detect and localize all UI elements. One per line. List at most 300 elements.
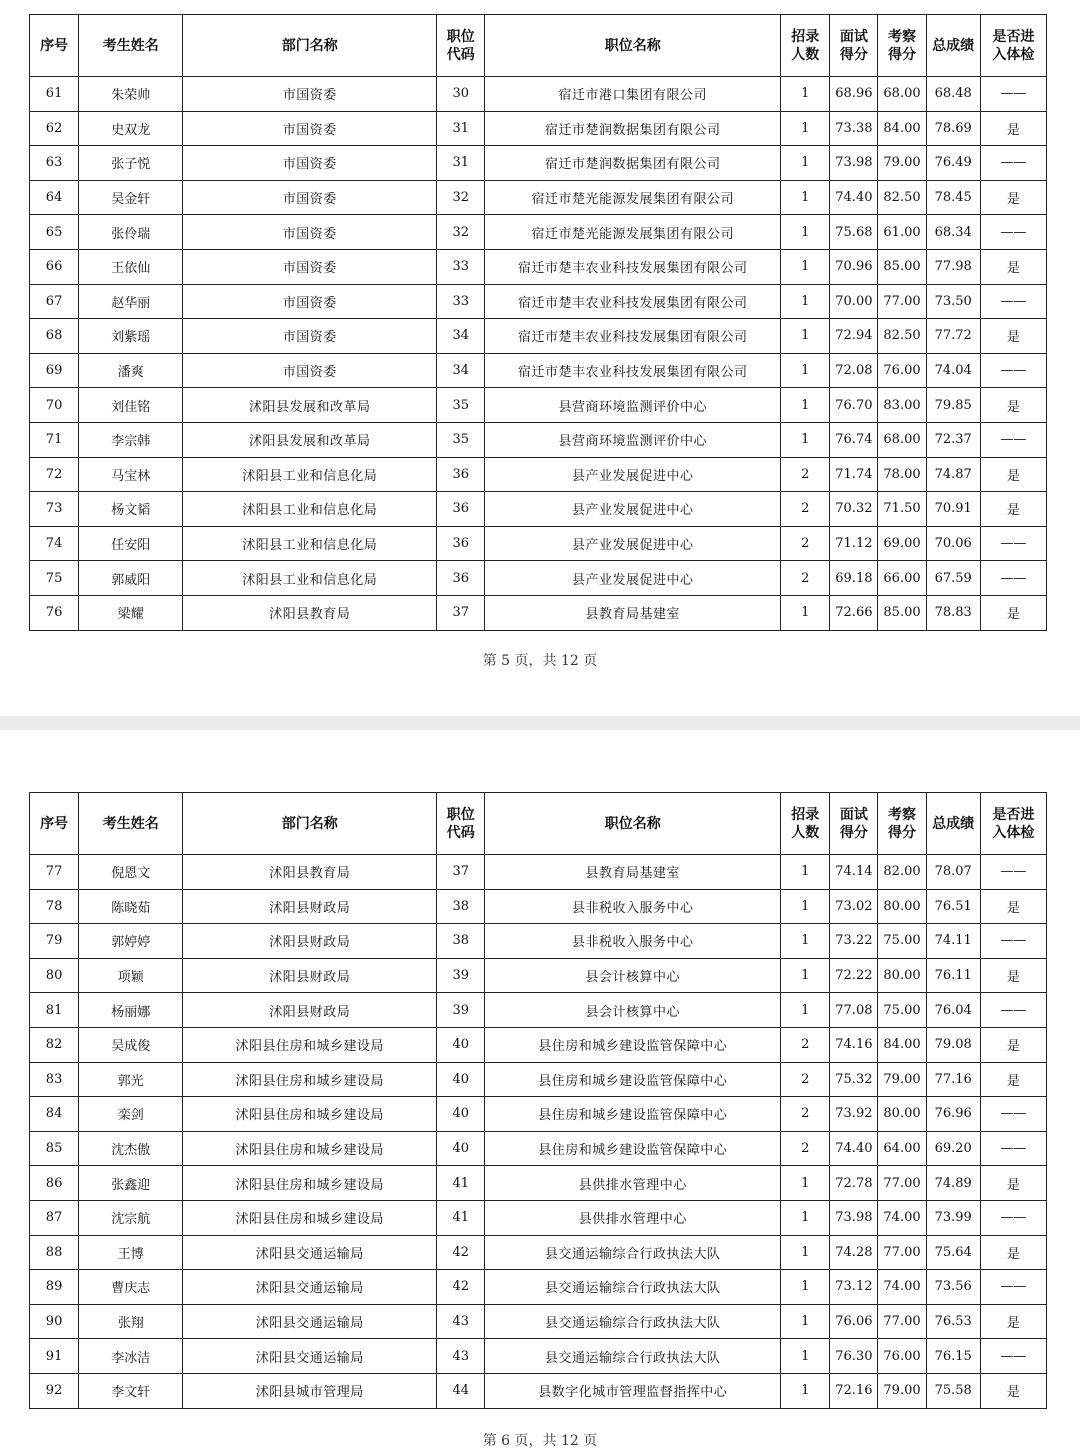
cell-total: 76.51 xyxy=(926,889,980,924)
cell-assess: 79.00 xyxy=(878,146,926,181)
cell-name: 李冰洁 xyxy=(79,1339,183,1374)
cell-position: 县住房和城乡建设监管保障中心 xyxy=(485,1131,781,1166)
cell-interview: 70.00 xyxy=(830,284,878,319)
cell-dept: 市国资委 xyxy=(183,77,437,112)
cell-recruit: 1 xyxy=(781,249,830,284)
cell-interview: 74.40 xyxy=(830,180,878,215)
cell-code: 35 xyxy=(437,388,485,423)
cell-dept: 市国资委 xyxy=(183,284,437,319)
cell-position: 宿迁市楚润数据集团有限公司 xyxy=(485,111,781,146)
cell-code: 42 xyxy=(437,1235,485,1270)
cell-name: 王博 xyxy=(79,1235,183,1270)
cell-position: 县产业发展促进中心 xyxy=(485,492,781,527)
document-page-5 xyxy=(0,0,1080,716)
page-footer: 第 6 页，共 12 页 xyxy=(482,1433,598,1449)
cell-interview: 76.06 xyxy=(830,1304,878,1339)
cell-seq: 89 xyxy=(30,1270,79,1305)
table-row xyxy=(30,924,1047,959)
cell-dept: 沭阳县工业和信息化局 xyxy=(183,526,437,561)
table-row xyxy=(30,855,1047,890)
cell-interview: 74.14 xyxy=(830,855,878,890)
cell-code: 38 xyxy=(437,924,485,959)
cell-exam: 是 xyxy=(980,889,1046,924)
col-header-seq: 序号 xyxy=(30,15,79,77)
cell-recruit: 2 xyxy=(781,457,830,492)
cell-position: 宿迁市楚丰农业科技发展集团有限公司 xyxy=(485,353,781,388)
col-header-name: 考生姓名 xyxy=(79,15,183,77)
cell-seq: 80 xyxy=(30,958,79,993)
table-row xyxy=(30,595,1047,630)
cell-dept: 沭阳县发展和改革局 xyxy=(183,422,437,457)
cell-interview: 72.66 xyxy=(830,595,878,630)
cell-exam: 是 xyxy=(980,958,1046,993)
cell-name: 陈晓茹 xyxy=(79,889,183,924)
cell-code: 37 xyxy=(437,595,485,630)
cell-name: 沈杰傲 xyxy=(79,1131,183,1166)
cell-position: 县产业发展促进中心 xyxy=(485,526,781,561)
cell-interview: 70.32 xyxy=(830,492,878,527)
cell-dept: 沭阳县教育局 xyxy=(183,595,437,630)
cell-code: 40 xyxy=(437,1062,485,1097)
col-header-interview: 面试 得分 xyxy=(830,793,878,855)
cell-assess: 77.00 xyxy=(878,1304,926,1339)
col-header-position: 职位名称 xyxy=(485,15,781,77)
cell-dept: 沭阳县城市管理局 xyxy=(183,1373,437,1408)
cell-total: 76.04 xyxy=(926,993,980,1028)
cell-total: 77.98 xyxy=(926,249,980,284)
cell-name: 李文轩 xyxy=(79,1373,183,1408)
cell-assess: 75.00 xyxy=(878,993,926,1028)
cell-name: 吴金轩 xyxy=(79,180,183,215)
cell-total: 67.59 xyxy=(926,561,980,596)
cell-exam: —— xyxy=(980,146,1046,181)
cell-recruit: 1 xyxy=(781,993,830,1028)
cell-assess: 78.00 xyxy=(878,457,926,492)
table-row xyxy=(30,958,1047,993)
cell-recruit: 1 xyxy=(781,146,830,181)
table-row xyxy=(30,1304,1047,1339)
cell-recruit: 1 xyxy=(781,889,830,924)
cell-assess: 74.00 xyxy=(878,1270,926,1305)
cell-dept: 市国资委 xyxy=(183,249,437,284)
cell-name: 张子悦 xyxy=(79,146,183,181)
cell-interview: 69.18 xyxy=(830,561,878,596)
cell-total: 78.83 xyxy=(926,595,980,630)
table-row xyxy=(30,146,1047,181)
cell-name: 杨文韬 xyxy=(79,492,183,527)
cell-position: 县交通运输综合行政执法大队 xyxy=(485,1339,781,1374)
cell-exam: —— xyxy=(980,526,1046,561)
cell-name: 郭威阳 xyxy=(79,561,183,596)
cell-exam: 是 xyxy=(980,1062,1046,1097)
table-row xyxy=(30,561,1047,596)
cell-exam: —— xyxy=(980,1270,1046,1305)
cell-assess: 77.00 xyxy=(878,1166,926,1201)
cell-dept: 市国资委 xyxy=(183,215,437,250)
cell-dept: 沭阳县教育局 xyxy=(183,855,437,890)
cell-total: 76.96 xyxy=(926,1097,980,1132)
cell-name: 杨丽娜 xyxy=(79,993,183,1028)
cell-assess: 77.00 xyxy=(878,1235,926,1270)
cell-dept: 沭阳县交通运输局 xyxy=(183,1339,437,1374)
cell-recruit: 1 xyxy=(781,1235,830,1270)
cell-total: 74.11 xyxy=(926,924,980,959)
cell-dept: 沭阳县住房和城乡建设局 xyxy=(183,1200,437,1235)
cell-exam: 是 xyxy=(980,180,1046,215)
cell-name: 沈宗航 xyxy=(79,1200,183,1235)
cell-code: 41 xyxy=(437,1166,485,1201)
col-header-assess: 考察 得分 xyxy=(878,793,926,855)
cell-interview: 73.98 xyxy=(830,146,878,181)
cell-code: 43 xyxy=(437,1339,485,1374)
cell-interview: 73.92 xyxy=(830,1097,878,1132)
table-row xyxy=(30,526,1047,561)
cell-name: 潘爽 xyxy=(79,353,183,388)
cell-dept: 市国资委 xyxy=(183,146,437,181)
cell-name: 史双龙 xyxy=(79,111,183,146)
cell-dept: 沭阳县住房和城乡建设局 xyxy=(183,1131,437,1166)
cell-recruit: 1 xyxy=(781,1166,830,1201)
cell-code: 39 xyxy=(437,958,485,993)
cell-dept: 沭阳县住房和城乡建设局 xyxy=(183,1027,437,1062)
cell-dept: 沭阳县交通运输局 xyxy=(183,1304,437,1339)
cell-assess: 85.00 xyxy=(878,249,926,284)
cell-recruit: 1 xyxy=(781,111,830,146)
cell-position: 县产业发展促进中心 xyxy=(485,457,781,492)
cell-name: 任安阳 xyxy=(79,526,183,561)
cell-seq: 82 xyxy=(30,1027,79,1062)
cell-name: 刘紫瑶 xyxy=(79,319,183,354)
cell-total: 77.72 xyxy=(926,319,980,354)
cell-recruit: 2 xyxy=(781,1097,830,1132)
cell-dept: 沭阳县发展和改革局 xyxy=(183,388,437,423)
cell-name: 张鑫迎 xyxy=(79,1166,183,1201)
cell-total: 72.37 xyxy=(926,422,980,457)
cell-interview: 74.16 xyxy=(830,1027,878,1062)
cell-code: 33 xyxy=(437,284,485,319)
cell-seq: 69 xyxy=(30,353,79,388)
cell-exam: 是 xyxy=(980,388,1046,423)
cell-position: 县供排水管理中心 xyxy=(485,1166,781,1201)
cell-position: 县教育局基建室 xyxy=(485,855,781,890)
cell-assess: 83.00 xyxy=(878,388,926,423)
col-header-recruit: 招录 人数 xyxy=(781,15,830,77)
cell-position: 县住房和城乡建设监管保障中心 xyxy=(485,1027,781,1062)
cell-recruit: 1 xyxy=(781,1270,830,1305)
cell-dept: 沭阳县交通运输局 xyxy=(183,1235,437,1270)
cell-code: 42 xyxy=(437,1270,485,1305)
table-row xyxy=(30,1373,1047,1408)
cell-recruit: 1 xyxy=(781,388,830,423)
cell-interview: 72.94 xyxy=(830,319,878,354)
table-row xyxy=(30,993,1047,1028)
table-row xyxy=(30,1062,1047,1097)
cell-position: 县非税收入服务中心 xyxy=(485,924,781,959)
cell-position: 县住房和城乡建设监管保障中心 xyxy=(485,1062,781,1097)
cell-recruit: 1 xyxy=(781,924,830,959)
table-row xyxy=(30,249,1047,284)
cell-total: 68.48 xyxy=(926,77,980,112)
cell-position: 宿迁市楚光能源发展集团有限公司 xyxy=(485,180,781,215)
cell-total: 79.85 xyxy=(926,388,980,423)
cell-recruit: 1 xyxy=(781,319,830,354)
cell-position: 县产业发展促进中心 xyxy=(485,561,781,596)
cell-total: 73.99 xyxy=(926,1200,980,1235)
cell-exam: —— xyxy=(980,1339,1046,1374)
cell-seq: 76 xyxy=(30,595,79,630)
table-row xyxy=(30,1339,1047,1374)
cell-seq: 72 xyxy=(30,457,79,492)
cell-assess: 84.00 xyxy=(878,1027,926,1062)
cell-seq: 74 xyxy=(30,526,79,561)
table-row xyxy=(30,492,1047,527)
cell-total: 75.64 xyxy=(926,1235,980,1270)
cell-exam: —— xyxy=(980,855,1046,890)
cell-interview: 68.96 xyxy=(830,77,878,112)
cell-position: 县非税收入服务中心 xyxy=(485,889,781,924)
cell-name: 张伶瑞 xyxy=(79,215,183,250)
cell-dept: 沭阳县住房和城乡建设局 xyxy=(183,1062,437,1097)
cell-name: 张翔 xyxy=(79,1304,183,1339)
cell-recruit: 1 xyxy=(781,422,830,457)
cell-assess: 69.00 xyxy=(878,526,926,561)
cell-name: 李宗韩 xyxy=(79,422,183,457)
cell-exam: —— xyxy=(980,215,1046,250)
cell-total: 69.20 xyxy=(926,1131,980,1166)
cell-exam: —— xyxy=(980,1131,1046,1166)
cell-assess: 68.00 xyxy=(878,422,926,457)
cell-code: 33 xyxy=(437,249,485,284)
cell-exam: 是 xyxy=(980,1027,1046,1062)
cell-exam: —— xyxy=(980,77,1046,112)
cell-total: 70.91 xyxy=(926,492,980,527)
cell-total: 75.58 xyxy=(926,1373,980,1408)
cell-interview: 73.38 xyxy=(830,111,878,146)
table-row xyxy=(30,1097,1047,1132)
cell-total: 79.08 xyxy=(926,1027,980,1062)
table-row xyxy=(30,353,1047,388)
table-row xyxy=(30,1027,1047,1062)
cell-name: 赵华丽 xyxy=(79,284,183,319)
cell-total: 73.56 xyxy=(926,1270,980,1305)
col-header-position: 职位名称 xyxy=(485,793,781,855)
col-header-exam: 是否进 入体检 xyxy=(980,793,1046,855)
cell-seq: 73 xyxy=(30,492,79,527)
cell-dept: 沭阳县财政局 xyxy=(183,958,437,993)
cell-code: 40 xyxy=(437,1097,485,1132)
cell-total: 74.87 xyxy=(926,457,980,492)
cell-exam: 是 xyxy=(980,1304,1046,1339)
cell-code: 36 xyxy=(437,457,485,492)
cell-seq: 71 xyxy=(30,422,79,457)
cell-position: 县数字化城市管理监督指挥中心 xyxy=(485,1373,781,1408)
cell-interview: 74.40 xyxy=(830,1131,878,1166)
cell-recruit: 1 xyxy=(781,284,830,319)
cell-exam: 是 xyxy=(980,1373,1046,1408)
cell-dept: 沭阳县工业和信息化局 xyxy=(183,561,437,596)
document-page-6 xyxy=(0,730,1080,1449)
cell-total: 74.04 xyxy=(926,353,980,388)
cell-assess: 77.00 xyxy=(878,284,926,319)
cell-name: 刘佳铭 xyxy=(79,388,183,423)
table-row xyxy=(30,1200,1047,1235)
cell-total: 78.45 xyxy=(926,180,980,215)
cell-name: 马宝林 xyxy=(79,457,183,492)
cell-assess: 80.00 xyxy=(878,1097,926,1132)
cell-interview: 70.96 xyxy=(830,249,878,284)
cell-assess: 79.00 xyxy=(878,1062,926,1097)
cell-position: 县交通运输综合行政执法大队 xyxy=(485,1235,781,1270)
cell-name: 栾剑 xyxy=(79,1097,183,1132)
cell-dept: 市国资委 xyxy=(183,319,437,354)
cell-assess: 74.00 xyxy=(878,1200,926,1235)
col-header-recruit: 招录 人数 xyxy=(781,793,830,855)
cell-assess: 82.50 xyxy=(878,319,926,354)
cell-exam: 是 xyxy=(980,595,1046,630)
cell-recruit: 1 xyxy=(781,855,830,890)
cell-dept: 沭阳县交通运输局 xyxy=(183,1270,437,1305)
cell-recruit: 2 xyxy=(781,1062,830,1097)
cell-position: 县供排水管理中心 xyxy=(485,1200,781,1235)
cell-seq: 92 xyxy=(30,1373,79,1408)
col-header-code: 职位 代码 xyxy=(437,15,485,77)
cell-seq: 87 xyxy=(30,1200,79,1235)
cell-position: 县会计核算中心 xyxy=(485,958,781,993)
col-header-assess: 考察 得分 xyxy=(878,15,926,77)
cell-exam: —— xyxy=(980,353,1046,388)
cell-code: 38 xyxy=(437,889,485,924)
cell-interview: 71.74 xyxy=(830,457,878,492)
cell-seq: 90 xyxy=(30,1304,79,1339)
cell-recruit: 1 xyxy=(781,595,830,630)
cell-recruit: 2 xyxy=(781,561,830,596)
col-header-seq: 序号 xyxy=(30,793,79,855)
cell-dept: 市国资委 xyxy=(183,111,437,146)
table-row xyxy=(30,1131,1047,1166)
cell-code: 31 xyxy=(437,146,485,181)
cell-seq: 62 xyxy=(30,111,79,146)
cell-seq: 83 xyxy=(30,1062,79,1097)
cell-position: 宿迁市楚丰农业科技发展集团有限公司 xyxy=(485,319,781,354)
cell-total: 76.49 xyxy=(926,146,980,181)
table-row xyxy=(30,422,1047,457)
cell-total: 77.16 xyxy=(926,1062,980,1097)
cell-dept: 沭阳县工业和信息化局 xyxy=(183,492,437,527)
cell-code: 34 xyxy=(437,319,485,354)
cell-seq: 85 xyxy=(30,1131,79,1166)
cell-position: 宿迁市楚润数据集团有限公司 xyxy=(485,146,781,181)
cell-recruit: 1 xyxy=(781,215,830,250)
cell-assess: 80.00 xyxy=(878,889,926,924)
page-separator xyxy=(0,716,1080,730)
cell-code: 36 xyxy=(437,526,485,561)
cell-exam: 是 xyxy=(980,1166,1046,1201)
cell-interview: 73.98 xyxy=(830,1200,878,1235)
cell-code: 40 xyxy=(437,1027,485,1062)
cell-assess: 66.00 xyxy=(878,561,926,596)
cell-assess: 71.50 xyxy=(878,492,926,527)
col-header-name: 考生姓名 xyxy=(79,793,183,855)
cell-assess: 64.00 xyxy=(878,1131,926,1166)
col-header-interview: 面试 得分 xyxy=(830,15,878,77)
cell-dept: 沭阳县财政局 xyxy=(183,993,437,1028)
cell-interview: 73.12 xyxy=(830,1270,878,1305)
cell-dept: 市国资委 xyxy=(183,353,437,388)
cell-recruit: 1 xyxy=(781,1373,830,1408)
cell-seq: 88 xyxy=(30,1235,79,1270)
cell-recruit: 1 xyxy=(781,958,830,993)
cell-assess: 80.00 xyxy=(878,958,926,993)
cell-name: 曹庆志 xyxy=(79,1270,183,1305)
cell-assess: 75.00 xyxy=(878,924,926,959)
cell-interview: 76.70 xyxy=(830,388,878,423)
cell-seq: 66 xyxy=(30,249,79,284)
cell-recruit: 1 xyxy=(781,77,830,112)
col-header-exam: 是否进 入体检 xyxy=(980,15,1046,77)
cell-seq: 81 xyxy=(30,993,79,1028)
cell-exam: 是 xyxy=(980,111,1046,146)
cell-seq: 75 xyxy=(30,561,79,596)
cell-interview: 73.02 xyxy=(830,889,878,924)
cell-exam: —— xyxy=(980,422,1046,457)
cell-code: 34 xyxy=(437,353,485,388)
cell-assess: 79.00 xyxy=(878,1373,926,1408)
cell-assess: 82.00 xyxy=(878,855,926,890)
results-table xyxy=(29,792,1047,1409)
cell-code: 30 xyxy=(437,77,485,112)
cell-interview: 74.28 xyxy=(830,1235,878,1270)
cell-recruit: 2 xyxy=(781,526,830,561)
cell-dept: 市国资委 xyxy=(183,180,437,215)
cell-interview: 71.12 xyxy=(830,526,878,561)
cell-exam: 是 xyxy=(980,249,1046,284)
col-header-total: 总成绩 xyxy=(926,15,980,77)
cell-recruit: 1 xyxy=(781,1304,830,1339)
cell-exam: —— xyxy=(980,284,1046,319)
cell-position: 宿迁市楚丰农业科技发展集团有限公司 xyxy=(485,284,781,319)
cell-position: 宿迁市楚光能源发展集团有限公司 xyxy=(485,215,781,250)
cell-name: 项颖 xyxy=(79,958,183,993)
table-row xyxy=(30,388,1047,423)
cell-name: 王依仙 xyxy=(79,249,183,284)
cell-interview: 72.16 xyxy=(830,1373,878,1408)
cell-total: 74.89 xyxy=(926,1166,980,1201)
table-row xyxy=(30,319,1047,354)
cell-exam: 是 xyxy=(980,319,1046,354)
cell-recruit: 1 xyxy=(781,180,830,215)
table-row xyxy=(30,111,1047,146)
table-row xyxy=(30,1235,1047,1270)
table-row xyxy=(30,1270,1047,1305)
cell-recruit: 2 xyxy=(781,1131,830,1166)
cell-position: 县交通运输综合行政执法大队 xyxy=(485,1304,781,1339)
cell-exam: 是 xyxy=(980,492,1046,527)
cell-dept: 沭阳县住房和城乡建设局 xyxy=(183,1166,437,1201)
cell-seq: 65 xyxy=(30,215,79,250)
cell-assess: 61.00 xyxy=(878,215,926,250)
col-header-code: 职位 代码 xyxy=(437,793,485,855)
cell-position: 宿迁市楚丰农业科技发展集团有限公司 xyxy=(485,249,781,284)
cell-interview: 72.08 xyxy=(830,353,878,388)
cell-name: 吴成俊 xyxy=(79,1027,183,1062)
page-footer: 第 5 页，共 12 页 xyxy=(482,653,598,669)
cell-name: 梁耀 xyxy=(79,595,183,630)
cell-position: 县营商环境监测评价中心 xyxy=(485,388,781,423)
table-row xyxy=(30,215,1047,250)
cell-exam: 是 xyxy=(980,1235,1046,1270)
table-row xyxy=(30,889,1047,924)
cell-name: 倪恩文 xyxy=(79,855,183,890)
